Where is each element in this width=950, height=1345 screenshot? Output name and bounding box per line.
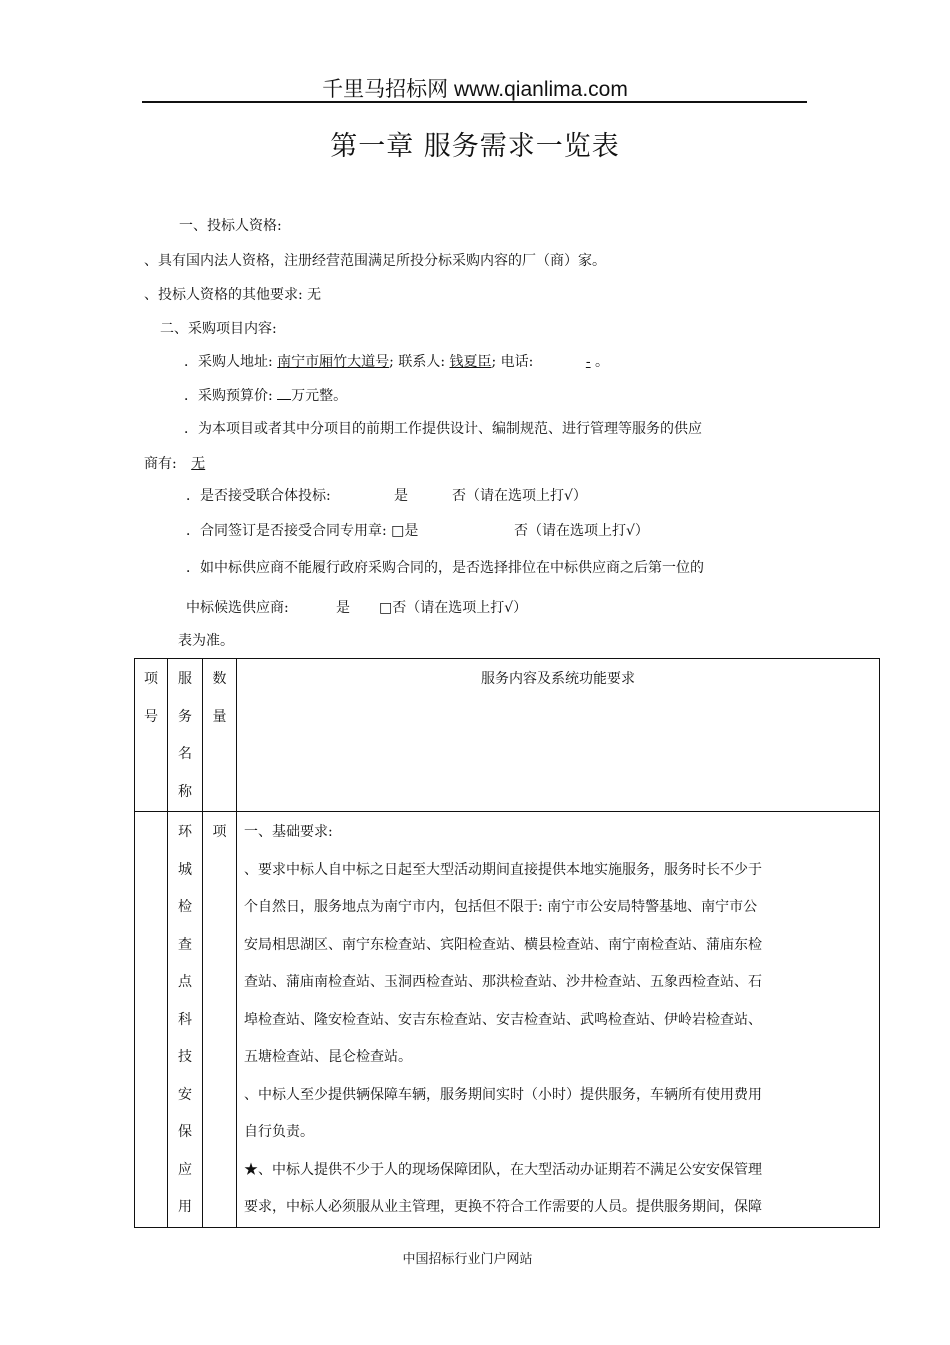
address-label: ．采购人地址:	[184, 354, 273, 370]
address-value: 南宁市厢竹大道号	[277, 354, 390, 370]
contact-value: 钱夏臣	[449, 354, 492, 370]
content-line: 埠检查站、隆安检查站、安吉东检查站、安吉检查站、武鸣检查站、伊岭岩检查站、	[244, 1011, 762, 1028]
service-char: 技	[178, 1049, 192, 1065]
header-char: 号	[144, 708, 158, 725]
row-service-name	[168, 812, 203, 1228]
service-char: 用	[178, 1199, 192, 1215]
supplier-label: 商有:	[144, 456, 177, 472]
table-row	[135, 812, 880, 1228]
section1-heading: 一、投标人资格:	[179, 218, 282, 234]
site-header: 千里马招标网 www.qianlima.com	[322, 78, 628, 101]
fallback-yes: 是	[336, 600, 350, 616]
content-line: 一、基础要求:	[244, 824, 333, 840]
header-service-name	[168, 659, 203, 812]
fallback-label: 中标候选供应商:	[186, 600, 289, 616]
table-intro: 表为准。	[178, 633, 234, 649]
fallback-line-1: ．如中标供应商不能履行政府采购合同的，是否选择排位在中标供应商之后第一位的	[186, 560, 704, 576]
content-line: 、中标人至少提供辆保障车辆，服务期间实时（小时）提供服务，车辆所有使用费用	[244, 1086, 762, 1103]
budget-label: ．采购预算价:	[184, 388, 273, 404]
service-char: 科	[178, 1011, 192, 1028]
header-divider	[142, 101, 807, 103]
supplier-line-1: ．为本项目或者其中分项目的前期工作提供设计、编制规范、进行管理等服务的供应	[184, 421, 702, 437]
service-char: 查	[178, 936, 192, 953]
qualification-item-2: 、投标人资格的其他要求: 无	[144, 287, 322, 303]
service-char: 点	[178, 974, 192, 990]
budget-value: 万元整。	[291, 388, 348, 404]
content-line: 个自然日，服务地点为南宁市内，包括但不限于: 南宁市公安局特警基地、南宁市公	[244, 899, 758, 915]
header-char: 数	[212, 671, 227, 687]
page-title: 第一章 服务需求一览表	[330, 131, 620, 162]
section2-heading: 二、采购项目内容:	[160, 321, 277, 337]
header-char: 称	[178, 783, 192, 800]
phone-suffix: 。	[595, 354, 610, 370]
content-line: 、要求中标人自中标之日起至大型活动期间直接提供本地实施服务，服务时长不少于	[244, 861, 762, 878]
fallback-no: □否（请在选项上打√）	[379, 600, 528, 616]
contract-no: 否（请在选项上打√）	[514, 523, 649, 539]
content-line: ★、中标人提供不少于人的现场保障团队，在大型活动办证期若不满足公安安保管理	[244, 1161, 762, 1178]
table-header-row	[135, 659, 880, 812]
budget-line	[184, 385, 347, 405]
header-content: 服务内容及系统功能要求	[237, 659, 880, 812]
purchaser-address-line	[184, 351, 609, 371]
row-item-no	[135, 812, 168, 1228]
header-char: 服	[178, 671, 192, 687]
header-char: 名	[178, 746, 192, 762]
content-line: 五塘检查站、昆仑检查站。	[244, 1049, 412, 1065]
service-char: 安	[178, 1086, 192, 1103]
header-char: 项	[144, 671, 158, 687]
service-char: 环	[178, 824, 192, 840]
content-line: 查站、蒲庙南检查站、玉洞西检查站、那洪检查站、沙井检查站、五象西检查站、石	[244, 974, 762, 990]
footer-text: 中国招标行业门户网站	[402, 1252, 533, 1267]
consortium-no: 否（请在选项上打√）	[452, 488, 587, 504]
header-item-no	[135, 659, 168, 812]
content-line: 要求，中标人必须服从业主管理，更换不符合工作需要的人员。提供服务期间，保障	[244, 1199, 762, 1215]
service-char: 检	[178, 899, 192, 915]
supplier-line-2	[144, 453, 215, 473]
qualification-item-1: 、具有国内法人资格，注册经营范围满足所投分标采购内容的厂（商）家。	[144, 253, 606, 269]
consortium-yes: 是	[394, 488, 408, 504]
service-char: 城	[178, 861, 192, 878]
service-requirements-table	[134, 658, 880, 1228]
row-quantity: 项	[203, 812, 237, 1228]
service-char: 保	[178, 1124, 192, 1140]
phone-value: -	[585, 354, 591, 370]
phone-label: ; 电话:	[491, 354, 534, 370]
content-line: 安局相思湖区、南宁东检查站、宾阳检查站、横县检查站、南宁南检查站、蒲庙东检	[244, 936, 762, 953]
service-char: 应	[178, 1161, 192, 1178]
supplier-value: 无	[191, 456, 206, 472]
header-char: 量	[212, 708, 227, 725]
contract-label: ．合同签订是否接受合同专用章: □是	[186, 523, 419, 539]
header-char: 务	[178, 708, 192, 725]
content-line: 自行负责。	[244, 1124, 314, 1140]
row-content	[237, 812, 880, 1228]
header-quantity	[203, 659, 237, 812]
consortium-label: ．是否接受联合体投标:	[186, 488, 331, 504]
contact-label: ; 联系人:	[389, 354, 446, 370]
